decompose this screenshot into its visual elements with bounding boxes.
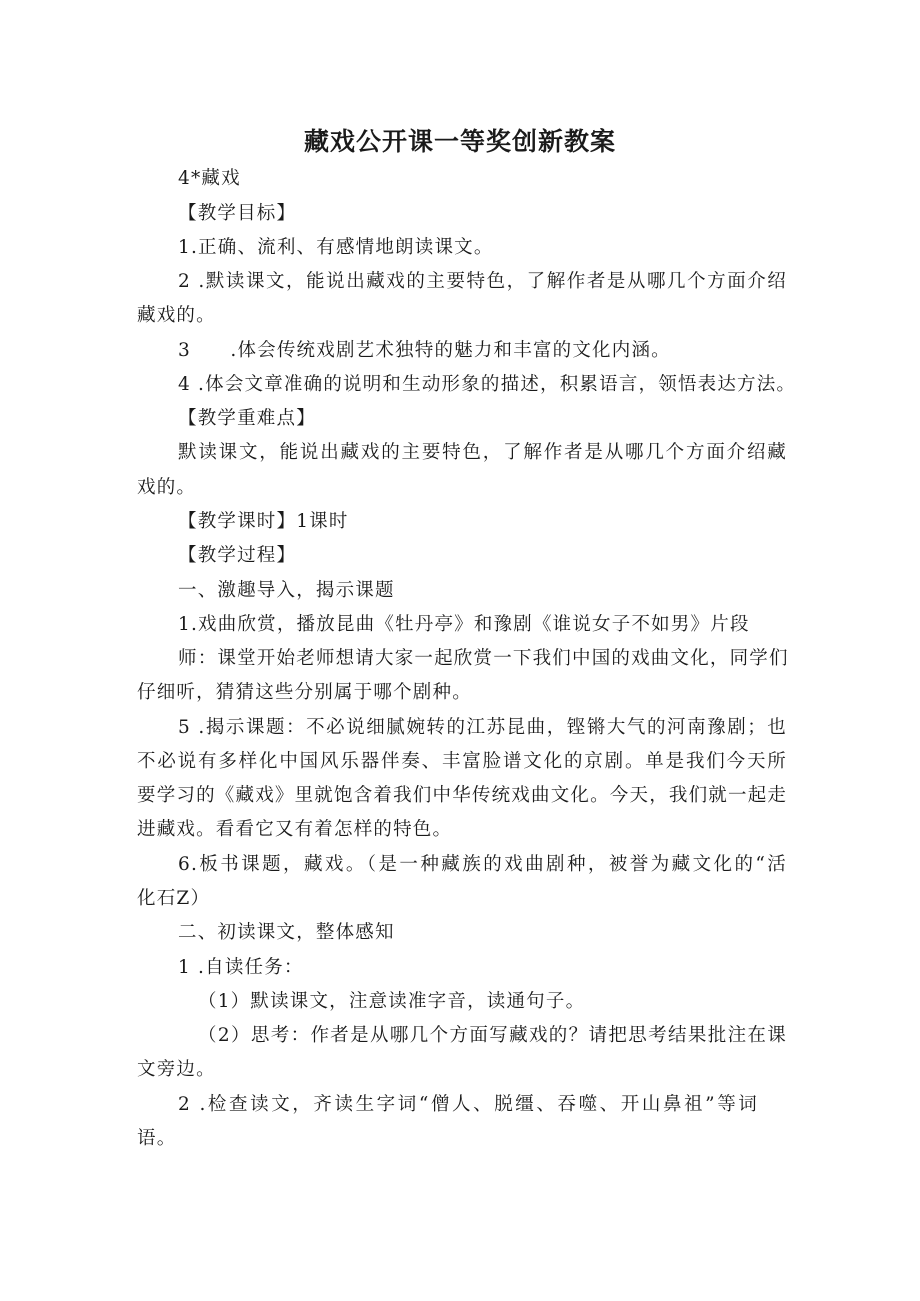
process-line: 要学习的《藏戏》里就饱含着我们中华传统戏曲文化。今天，我们就一起走 bbox=[137, 785, 788, 806]
process-step-heading: 二、初读课文，整体感知 bbox=[178, 922, 395, 943]
objective-line: 2 .默读课文，能说出藏戏的主要特色，了解作者是从哪几个方面介绍 bbox=[178, 271, 787, 292]
process-line: 1.戏曲欣赏，播放昆曲《牡丹亭》和豫剧《谁说女子不如男》片段 bbox=[178, 614, 750, 635]
process-line: 化石Z） bbox=[137, 888, 211, 909]
section-heading-hours: 【教学课时】1课时 bbox=[178, 511, 349, 532]
process-line: 进藏戏。看看它又有着怎样的特色。 bbox=[137, 819, 453, 840]
process-line: 不必说有多样化中国风乐器伴奏、丰富脸谱文化的京剧。单是我们今天所 bbox=[137, 751, 787, 772]
section-heading-process: 【教学过程】 bbox=[178, 545, 297, 566]
process-line: 1 .自读任务： bbox=[178, 957, 304, 978]
process-step-heading: 一、激趣导入，揭示课题 bbox=[178, 580, 395, 601]
process-line: 语。 bbox=[137, 1128, 177, 1149]
section-heading-key-points: 【教学重难点】 bbox=[178, 408, 316, 429]
objective-line: 3 .体会传统戏剧艺术独特的魅力和丰富的文化内涵。 bbox=[178, 340, 671, 361]
objective-line: 1.正确、流利、有感情地朗读课文。 bbox=[178, 237, 494, 258]
process-line: 6.板书课题，藏戏。（是一种藏族的戏曲剧种，被誉为藏文化的“活 bbox=[178, 854, 787, 875]
process-line: 5 .揭示课题：不必说细腻婉转的江苏昆曲，铿锵大气的河南豫剧；也 bbox=[178, 717, 787, 738]
document-title: 藏戏公开课一等奖创新教案 bbox=[303, 127, 616, 156]
key-points-line: 默读课文，能说出藏戏的主要特色，了解作者是从哪几个方面介绍藏 bbox=[178, 442, 787, 463]
process-line: 仔细听，猜猜这些分别属于哪个剧种。 bbox=[137, 682, 472, 703]
process-line: 文旁边。 bbox=[137, 1059, 216, 1080]
lesson-heading: 4*藏戏 bbox=[178, 168, 241, 189]
process-line: （1）默读课文，注意读准字音，读通句子。 bbox=[198, 991, 586, 1012]
process-line: 师：课堂开始老师想请大家一起欣赏一下我们中国的戏曲文化，同学们 bbox=[178, 648, 789, 669]
section-heading-objectives: 【教学目标】 bbox=[178, 203, 297, 224]
process-line: （2）思考：作者是从哪几个方面写藏戏的？请把思考结果批注在课 bbox=[198, 1025, 787, 1046]
process-line: 2 .检查读文，齐读生字词“僧人、脱缰、吞噬、开山鼻祖”等词 bbox=[178, 1094, 758, 1115]
objective-line: 藏戏的。 bbox=[137, 305, 216, 326]
key-points-line: 戏的。 bbox=[137, 477, 197, 498]
objective-line: 4 .体会文章准确的说明和生动形象的描述，积累语言，领悟表达方法。 bbox=[178, 374, 797, 395]
